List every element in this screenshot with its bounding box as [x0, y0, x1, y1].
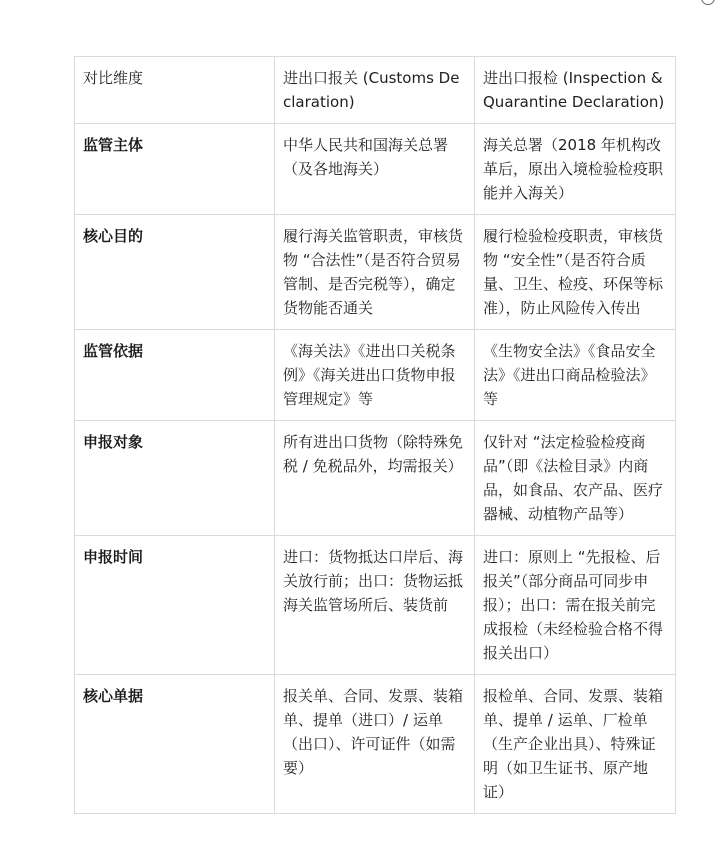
- row-customs-cell: 进口：货物抵达口岸后、海关放行前；出口：货物运抵海关监管场所后、装货前: [275, 536, 475, 675]
- table-row: [75, 536, 676, 675]
- circle-icon[interactable]: [701, 0, 715, 5]
- row-dimension: 监管主体: [75, 124, 275, 215]
- table-row: [75, 215, 676, 330]
- row-customs-cell: 履行海关监管职责，审核货物 “合法性”（是否符合贸易管制、是否完税等），确定货物能否通关: [275, 215, 475, 330]
- header-inspection: 进出口报检 (Inspection & Quarantine Declaration): [475, 57, 676, 124]
- table-row: [75, 330, 676, 421]
- table-row: [75, 124, 676, 215]
- row-inspection-cell: 仅针对 “法定检验检疫商品”（即《法检目录》内商品，如食品、农产品、医疗器械、动植物产品等）: [475, 421, 676, 536]
- header-customs: 进出口报关 (Customs Declaration): [275, 57, 475, 124]
- row-dimension: 监管依据: [75, 330, 275, 421]
- row-inspection-cell: 进口：原则上 “先报检、后报关”（部分商品可同步申报）；出口：需在报关前完成报检（未经检验合格不得报关出口）: [475, 536, 676, 675]
- row-dimension: 核心目的: [75, 215, 275, 330]
- row-customs-cell: 报关单、合同、发票、装箱单、提单（进口）/ 运单（出口）、许可证件（如需要）: [275, 675, 475, 814]
- row-inspection-cell: 《生物安全法》《食品安全法》《进出口商品检验法》等: [475, 330, 676, 421]
- comparison-table: [74, 56, 676, 814]
- row-inspection-cell: 海关总署（2018 年机构改革后，原出入境检验检疫职能并入海关）: [475, 124, 676, 215]
- table-header-row: [75, 57, 676, 124]
- row-inspection-cell: 履行检验检疫职责，审核货物 “安全性”（是否符合质量、卫生、检疫、环保等标准），防止风险传入传出: [475, 215, 676, 330]
- row-dimension: 核心单据: [75, 675, 275, 814]
- row-customs-cell: 《海关法》《进出口关税条例》《海关进出口货物申报管理规定》等: [275, 330, 475, 421]
- row-customs-cell: 所有进出口货物（除特殊免税 / 免税品外，均需报关）: [275, 421, 475, 536]
- row-dimension: 申报时间: [75, 536, 275, 675]
- table-row: [75, 421, 676, 536]
- header-dimension: 对比维度: [75, 57, 275, 124]
- row-inspection-cell: 报检单、合同、发票、装箱单、提单 / 运单、厂检单（生产企业出具）、特殊证明（如卫生证书、原产地证）: [475, 675, 676, 814]
- row-customs-cell: 中华人民共和国海关总署（及各地海关）: [275, 124, 475, 215]
- table-row: [75, 675, 676, 814]
- row-dimension: 申报对象: [75, 421, 275, 536]
